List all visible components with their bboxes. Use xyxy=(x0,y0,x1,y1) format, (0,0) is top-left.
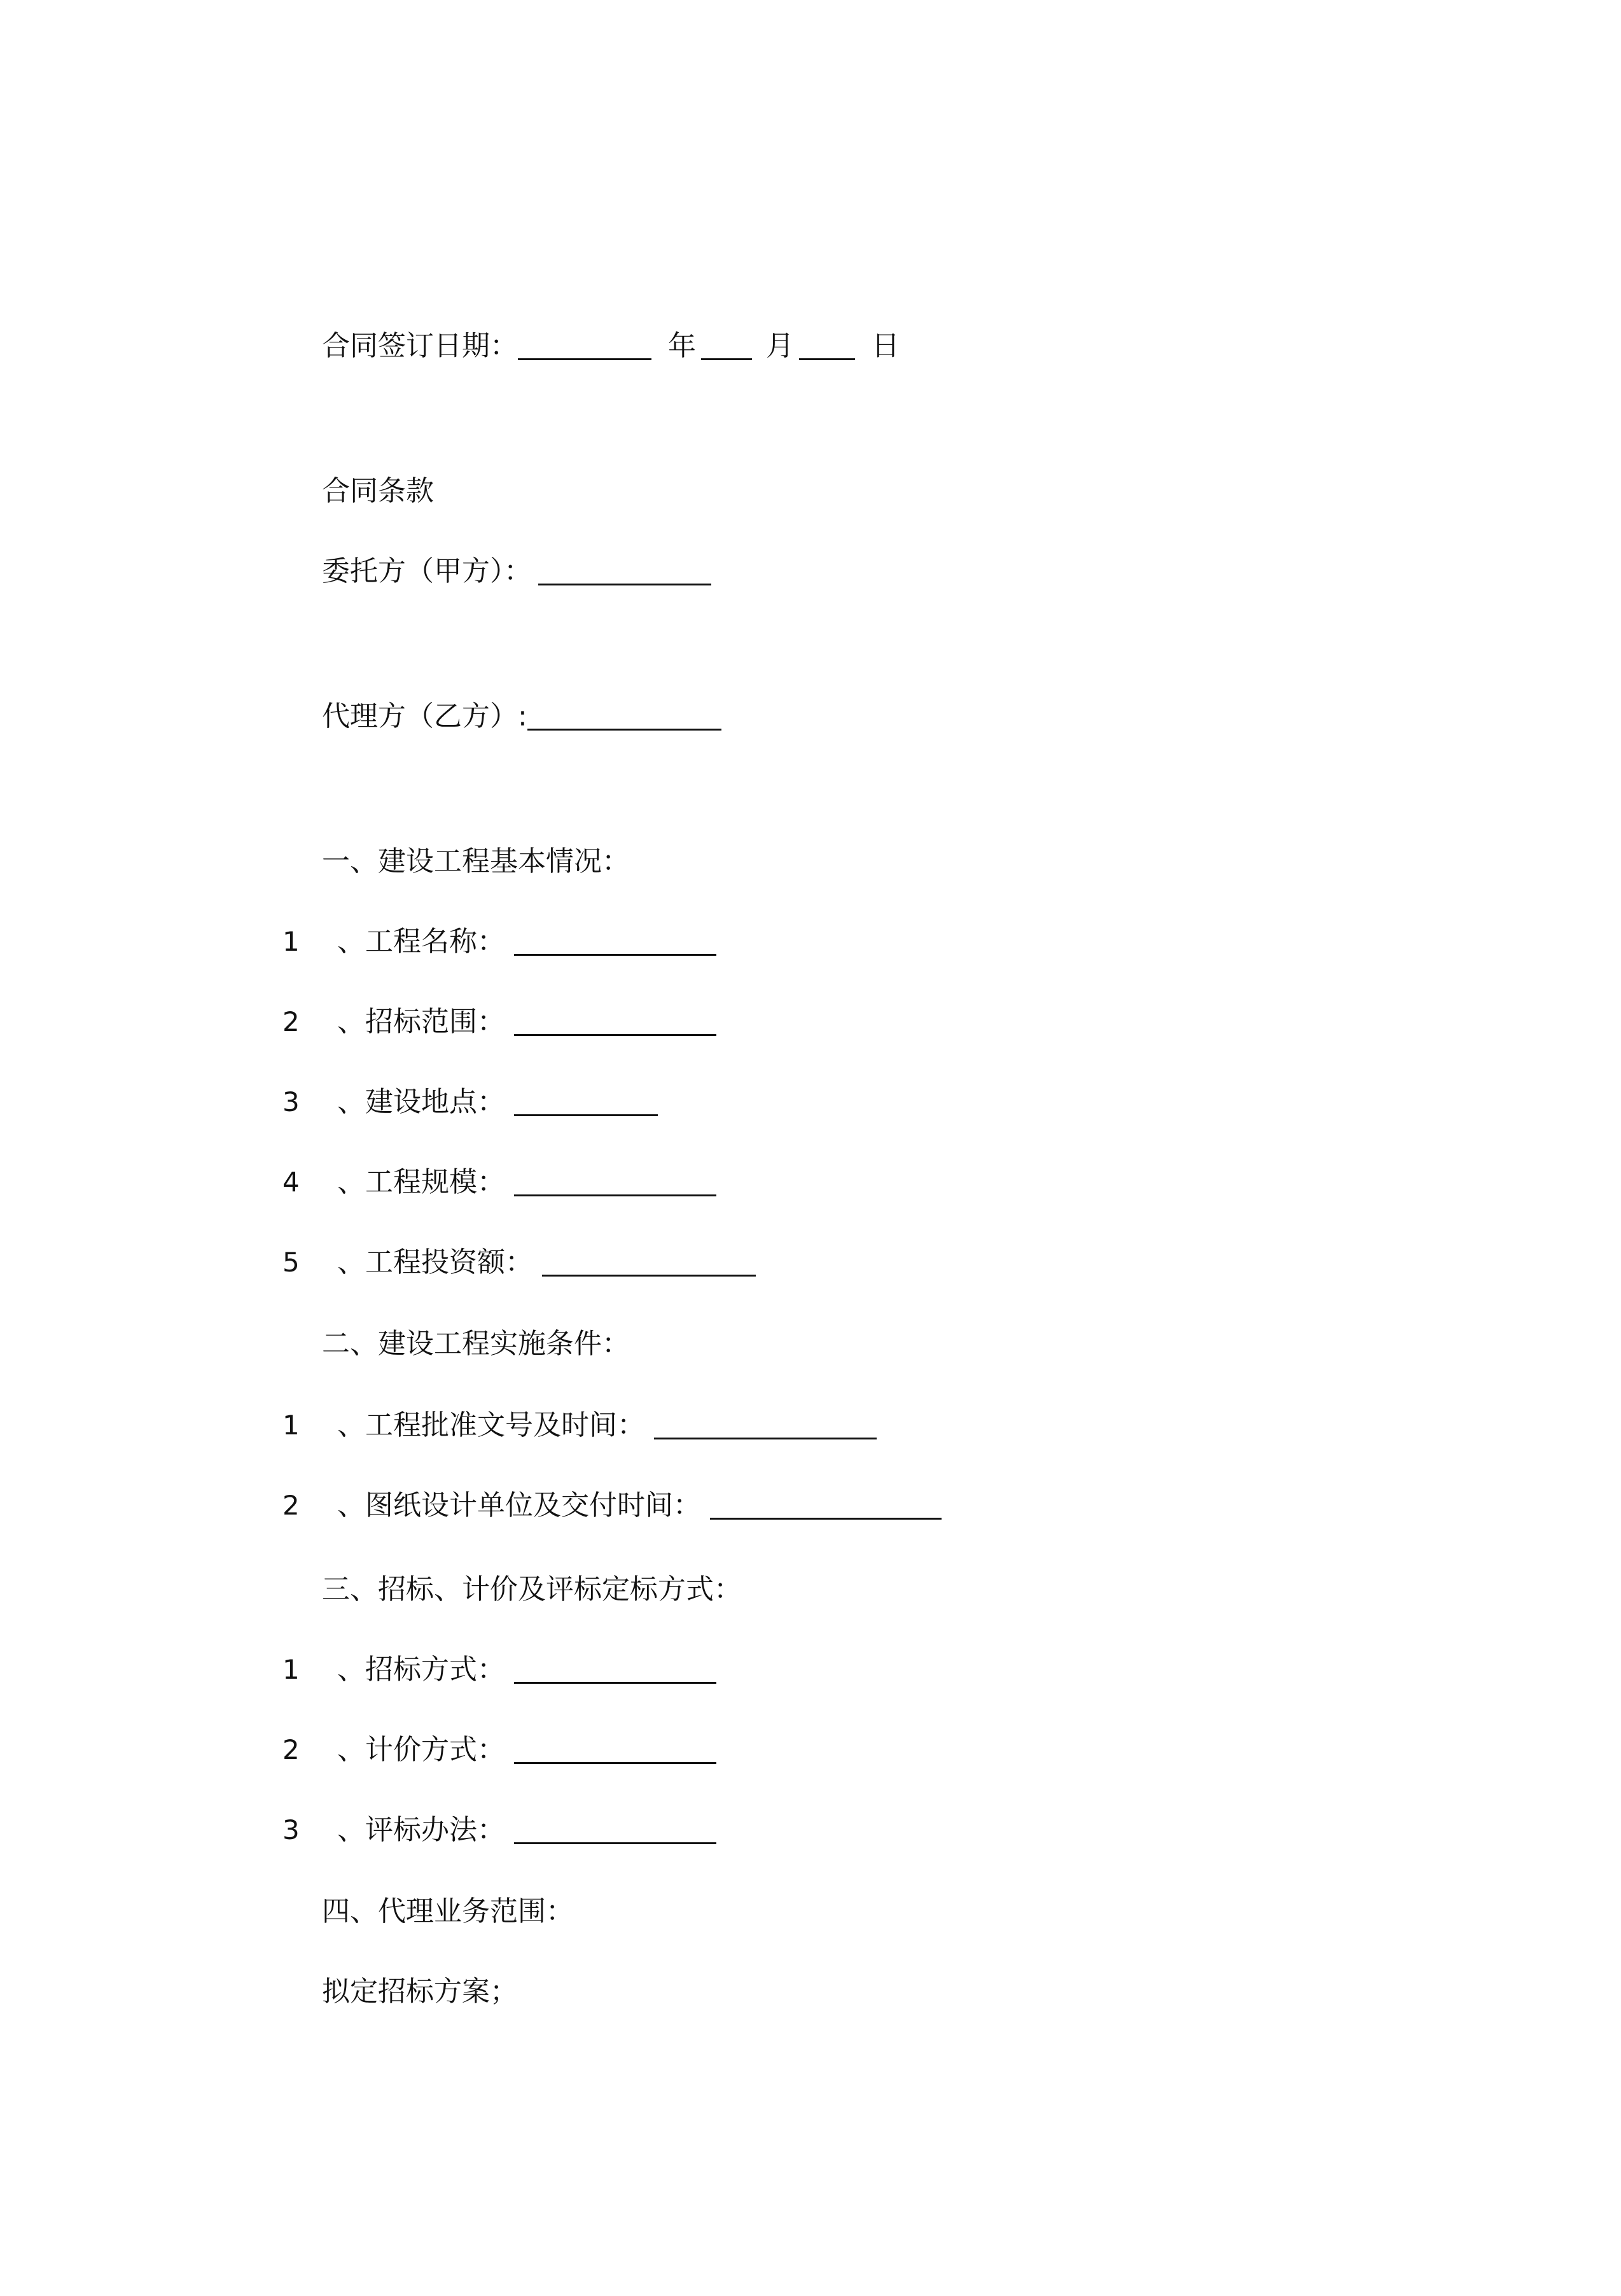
approval-doc-blank[interactable] xyxy=(654,1410,877,1439)
project-name-blank[interactable] xyxy=(514,926,716,956)
tender-scope-blank[interactable] xyxy=(514,1006,716,1036)
section1-item2 xyxy=(337,1004,716,1040)
design-unit-label: 、图纸设计单位及交付时间： xyxy=(337,1489,701,1522)
agent-label: 代理方（乙方）: xyxy=(322,700,527,732)
section3-item2 xyxy=(337,1732,716,1768)
signing-date-line xyxy=(322,328,900,364)
section1-title: 一、建设工程基本情况： xyxy=(322,845,630,878)
section1-item3 xyxy=(337,1084,658,1120)
principal-label: 委托方（甲方）： xyxy=(322,555,532,587)
section1-item5 xyxy=(337,1245,756,1280)
section3-item1-num: 1 xyxy=(282,1654,300,1685)
date-blank-month[interactable] xyxy=(701,330,752,360)
signing-date-label: 合同签订日期： xyxy=(322,330,518,362)
year-label: 年 xyxy=(668,330,696,362)
section1-item3-num: 3 xyxy=(282,1086,300,1117)
day-label: 日 xyxy=(872,330,900,362)
investment-blank[interactable] xyxy=(542,1247,756,1277)
evaluation-method-label: 、评标办法： xyxy=(337,1814,505,1846)
section2-item2 xyxy=(337,1488,942,1523)
tender-scope-label: 、招标范围： xyxy=(337,1005,505,1038)
section3-item3-num: 3 xyxy=(282,1814,300,1845)
section2-title: 二、建设工程实施条件： xyxy=(322,1327,630,1360)
approval-doc-label: 、工程批准文号及时间： xyxy=(337,1409,645,1441)
date-blank-year[interactable] xyxy=(518,330,651,360)
agent-blank[interactable] xyxy=(527,701,721,731)
principal-line xyxy=(322,554,711,589)
section1-item1-num: 1 xyxy=(282,926,300,957)
date-blank-day[interactable] xyxy=(799,330,855,360)
project-name-label: 、工程名称： xyxy=(337,925,505,958)
principal-blank[interactable] xyxy=(538,556,711,585)
section1-item1 xyxy=(337,924,716,960)
section4-title: 四、代理业务范围： xyxy=(322,1895,574,1928)
project-scale-label: 、工程规模： xyxy=(337,1166,505,1198)
section1-item5-num: 5 xyxy=(282,1247,300,1278)
design-unit-blank[interactable] xyxy=(710,1490,942,1520)
evaluation-method-blank[interactable] xyxy=(514,1814,716,1844)
tender-method-label: 、招标方式： xyxy=(337,1653,505,1686)
investment-label: 、工程投资额： xyxy=(337,1246,533,1278)
section3-title: 三、招标、计价及评标定标方式： xyxy=(322,1573,742,1606)
month-label: 月 xyxy=(766,330,794,362)
section3-item3 xyxy=(337,1812,716,1848)
section2-item2-num: 2 xyxy=(282,1490,300,1521)
pricing-method-label: 、计价方式： xyxy=(337,1733,505,1766)
section2-item1 xyxy=(337,1408,877,1443)
section1-item4 xyxy=(337,1165,716,1200)
pricing-method-blank[interactable] xyxy=(514,1734,716,1764)
section3-item1 xyxy=(337,1652,716,1688)
section1-item4-num: 4 xyxy=(282,1166,300,1198)
section2-item1-num: 1 xyxy=(282,1410,300,1441)
section1-item2-num: 2 xyxy=(282,1006,300,1037)
site-location-blank[interactable] xyxy=(514,1086,658,1116)
project-scale-blank[interactable] xyxy=(514,1166,716,1196)
agent-line xyxy=(322,699,721,734)
section3-item2-num: 2 xyxy=(282,1734,300,1765)
terms-title: 合同条款 xyxy=(322,475,434,507)
section4-item-draft-plan: 拟定招标方案； xyxy=(322,1975,518,2008)
tender-method-blank[interactable] xyxy=(514,1654,716,1684)
site-location-label: 、建设地点： xyxy=(337,1086,505,1118)
